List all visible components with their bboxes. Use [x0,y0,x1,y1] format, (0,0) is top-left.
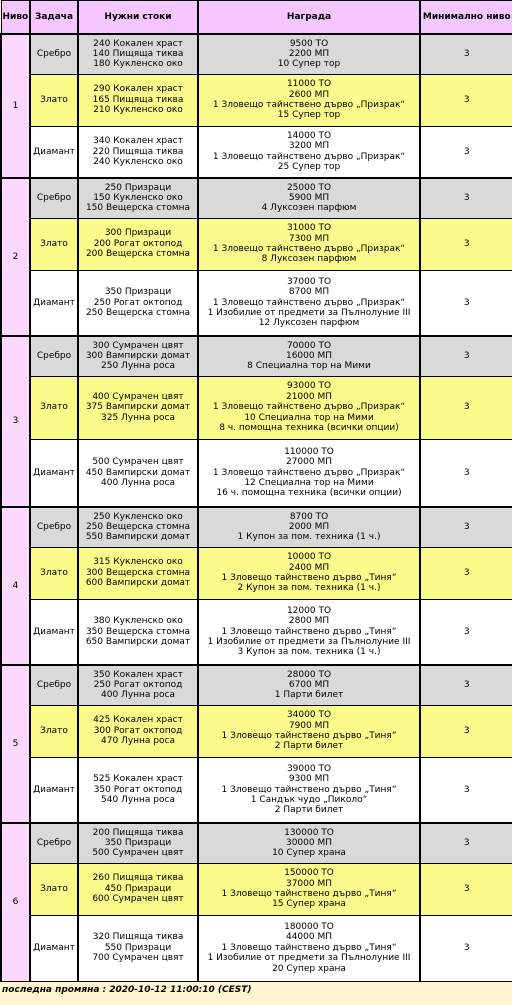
reward-item: 12000 ТО [286,605,332,616]
reward-item: 1 Изобилие от предмети за Пълнолуние III [207,636,411,647]
table-row [1,270,512,336]
header-level: Ниво [1,1,30,35]
goods-item: 525 Кокален храст [93,774,183,785]
goods-item: 300 Рогат октопод [93,725,183,736]
goods-item: 300 Вампирски домат [85,351,191,362]
goods-item: 260 Пищяща тиква [92,873,184,884]
reward-item: 130000 ТО [284,827,334,838]
reward-cell [198,547,420,599]
task-cell: Диамант [30,270,78,336]
reward-item: 1 Парти билет [274,690,344,701]
goods-cell [78,34,198,74]
goods-item: 250 Рогат октопод [93,680,183,691]
reward-cell [198,863,420,915]
task-cell: Сребро [30,823,78,863]
goods-cell [78,665,198,705]
reward-cell [198,915,420,981]
goods-item: 550 Вампирски домат [85,532,191,543]
level-cell: 2 [1,178,30,336]
goods-cell [78,439,198,507]
task-cell: Злато [30,376,78,439]
reward-item: 10000 ТО [286,552,332,563]
task-cell: Диамант [30,757,78,823]
reward-item: 10 Специална тор на Мими [244,412,374,423]
task-cell: Сребро [30,336,78,376]
level-cell: 3 [1,336,30,507]
level-cell: 1 [1,34,30,178]
reward-item: 1 Зловещо тайнствено дърво „Призрак“ [212,297,406,308]
reward-item: 30000 МП [285,838,333,849]
task-cell: Злато [30,863,78,915]
table-row [1,507,512,547]
reward-item: 1 Зловещо тайнствено дърво „Тиня“ [221,573,397,583]
level-cell: 6 [1,823,30,981]
reward-item: 37000 ТО [286,276,332,287]
goods-item: 300 Призраци [104,228,172,239]
min-level-cell: 3 [420,376,512,439]
reward-cell [198,376,420,439]
table-body [1,34,512,981]
goods-item: 300 Сумрачен цвят [92,340,184,351]
task-cell: Диамант [30,915,78,981]
header-task: Задача [30,1,78,35]
reward-cell [198,336,420,376]
reward-item: 31000 ТО [286,223,332,234]
reward-item: 34000 ТО [286,710,332,721]
min-level-cell: 3 [420,915,512,981]
goods-item: 600 Вампирски домат [85,578,191,589]
goods-item: 300 Вещерска стомна [85,567,191,578]
reward-item: 1 Зловещо тайнствено дърво „Тиня“ [221,731,397,741]
min-level-cell: 3 [420,178,512,218]
table-row [1,74,512,126]
table-row [1,599,512,665]
reward-cell [198,439,420,507]
goods-item: 400 Сумрачен цвят [92,391,184,402]
table-row [1,665,512,705]
goods-cell [78,126,198,178]
goods-item: 540 Лунна роса [101,794,175,805]
goods-cell [78,507,198,547]
goods-cell [78,823,198,863]
reward-item: 3200 МП [288,141,330,152]
table-row [1,34,512,74]
reward-item: 27000 МП [285,457,333,468]
goods-cell [78,705,198,757]
reward-item: 8700 ТО [289,511,329,522]
goods-item: 290 Кокален храст [93,84,183,95]
min-level-cell: 3 [420,757,512,823]
reward-cell [198,178,420,218]
table-row [1,705,512,757]
reward-cell [198,218,420,270]
min-level-cell: 3 [420,705,512,757]
goods-item: 250 Вещерска стомна [85,307,191,318]
task-cell: Злато [30,218,78,270]
reward-item: 1 Изобилие от предмети за Пълнолуние III [207,307,411,318]
reward-item: 4 Луксозен парфюм [261,203,357,214]
goods-item: 220 Пищяща тиква [92,146,184,157]
goods-item: 350 Призраци [104,838,172,849]
reward-item: 8 ч. помощна техника (всички опции) [219,423,399,434]
goods-item: 450 Вампирски домат [85,467,191,478]
reward-item: 2 Парти билет [274,805,344,816]
reward-item: 2600 МП [288,89,330,100]
reward-cell [198,34,420,74]
reward-item: 150000 ТО [284,868,334,879]
goods-item: 500 Сумрачен цвят [92,457,184,468]
goods-item: 250 Рогат октопод [93,297,183,308]
reward-item: 8700 МП [288,287,330,298]
reward-item: 8 Специална тор на Мими [247,361,371,372]
goods-cell [78,74,198,126]
reward-item: 7300 МП [288,233,330,244]
header-goods: Нужни стоки [78,1,198,35]
level-cell: 5 [1,665,30,823]
header-min-level: Минимално ниво [420,1,512,35]
reward-item: 10 Супер тор [277,59,341,70]
reward-item: 11000 ТО [286,79,332,90]
reward-item: 1 Изобилие от предмети за Пълнолуние III [207,953,411,964]
reward-cell [198,599,420,665]
reward-item: 2400 МП [288,562,330,573]
min-level-cell: 3 [420,599,512,665]
min-level-cell: 3 [420,507,512,547]
table-row [1,757,512,823]
table-row [1,863,512,915]
reward-item: 1 Зловещо тайнствено дърво „Тиня“ [221,626,397,637]
task-cell: Сребро [30,178,78,218]
goods-item: 340 Кокален храст [93,136,183,147]
level-cell: 4 [1,507,30,665]
reward-item: 2800 МП [288,616,330,627]
reward-item: 9500 ТО [289,38,329,49]
min-level-cell: 3 [420,74,512,126]
header-row [1,1,512,35]
table-row [1,915,512,981]
table-row [1,178,512,218]
goods-cell [78,863,198,915]
goods-cell [78,757,198,823]
min-level-cell: 3 [420,270,512,336]
reward-item: 1 Зловещо тайнствено дърво „Призрак“ [212,467,406,478]
reward-item: 1 Зловещо тайнствено дърво „Тиня“ [221,889,397,899]
goods-item: 400 Лунна роса [101,690,175,701]
task-cell: Диамант [30,599,78,665]
reward-item: 110000 ТО [284,446,334,457]
min-level-cell: 3 [420,336,512,376]
goods-item: 350 Кокален храст [93,669,183,680]
goods-item: 320 Пищяща тиква [92,932,184,943]
reward-item: 3 Купон за пом. техника (1 ч.) [237,647,381,658]
goods-item: 350 Рогат октопод [93,784,183,795]
goods-item: 250 Кукленско око [93,511,183,522]
task-cell: Диамант [30,439,78,507]
goods-item: 380 Кукленско око [93,616,183,627]
min-level-cell: 3 [420,439,512,507]
goods-cell [78,178,198,218]
min-level-cell: 3 [420,547,512,599]
reward-cell [198,74,420,126]
goods-item: 325 Лунна роса [101,412,175,423]
reward-item: 2000 МП [288,522,330,533]
header-reward: Награда [198,1,420,35]
goods-item: 650 Вампирски домат [85,636,191,647]
reward-item: 7900 МП [288,720,330,731]
reward-item: 14000 ТО [286,130,332,141]
goods-item: 470 Лунна роса [101,736,175,747]
goods-item: 150 Кукленско око [93,193,183,204]
reward-item: 37000 МП [285,878,333,889]
reward-item: 1 Сандък чудо „Пиколо“ [250,794,368,805]
goods-item: 550 Призраци [104,942,172,953]
goods-item: 240 Кокален храст [93,38,183,49]
goods-item: 375 Вампирски домат [85,402,191,413]
goods-item: 200 Вещерска стомна [85,249,191,260]
reward-item: 8 Луксозен парфюм [261,254,357,265]
reward-item: 1 Купон за пом. техника (1 ч.) [237,532,381,543]
min-level-cell: 3 [420,126,512,178]
table-row [1,126,512,178]
goods-item: 180 Кукленско око [93,59,183,70]
reward-item: 5900 МП [288,193,330,204]
goods-item: 315 Кукленско око [93,557,183,568]
reward-item: 12 Специална тор на Мими [244,477,374,488]
reward-item: 2 Парти билет [274,741,344,752]
reward-item: 1 Зловещо тайнствено дърво „Тиня“ [221,942,397,953]
goods-item: 210 Кукленско око [93,105,183,116]
goods-item: 165 Пищяща тиква [92,94,184,105]
goods-cell [78,218,198,270]
task-cell: Сребро [30,665,78,705]
goods-item: 400 Лунна роса [101,477,175,488]
goods-item: 450 Призраци [104,883,172,894]
task-cell: Злато [30,547,78,599]
reward-item: 2 Купон за пом. техника (1 ч.) [237,583,381,594]
goods-item: 350 Призраци [104,287,172,298]
goods-cell [78,336,198,376]
table-row [1,218,512,270]
reward-item: 9300 МП [288,774,330,785]
reward-item: 39000 ТО [286,763,332,774]
reward-cell [198,507,420,547]
reward-cell [198,757,420,823]
goods-cell [78,599,198,665]
table-row [1,823,512,863]
min-level-cell: 3 [420,34,512,74]
reward-item: 20 Супер храна [272,963,346,974]
goods-cell [78,270,198,336]
goods-cell [78,376,198,439]
reward-item: 25 Супер тор [277,162,341,173]
goods-item: 140 Пищяща тиква [92,49,184,60]
table-row [1,376,512,439]
table-row [1,439,512,507]
reward-item: 2200 МП [288,49,330,60]
task-cell: Сребро [30,507,78,547]
goods-item: 425 Кокален храст [93,715,183,726]
goods-item: 600 Сумрачен цвят [92,894,184,905]
task-cell: Злато [30,74,78,126]
reward-item: 15 Супер тор [277,110,341,121]
reward-item: 70000 ТО [286,340,332,351]
reward-item: 1 Зловещо тайнствено дърво „Призрак“ [212,151,406,162]
goods-item: 250 Лунна роса [101,361,175,372]
reward-cell [198,705,420,757]
goods-cell [78,547,198,599]
reward-item: 25000 ТО [286,182,332,193]
goods-item: 500 Сумрачен цвят [92,848,184,859]
goods-item: 250 Вещерска стомна [85,522,191,533]
reward-item: 1 Зловещо тайнствено дърво „Призрак“ [212,402,406,413]
reward-item: 28000 ТО [286,669,332,680]
reward-item: 10 Супер храна [272,848,346,859]
reward-item: 1 Зловещо тайнствено дърво „Призрак“ [212,244,406,254]
last-modified: последна промяна : 2020-10-12 11:00:10 (CEST) [2,984,252,995]
reward-item: 21000 МП [285,391,333,402]
goods-item: 200 Рогат октопод [93,238,183,249]
reward-cell [198,823,420,863]
goods-item: 240 Кукленско око [93,156,183,167]
goods-item: 250 Призраци [104,182,172,193]
task-cell: Сребро [30,34,78,74]
min-level-cell: 3 [420,218,512,270]
reward-cell [198,270,420,336]
reward-item: 15 Супер храна [272,899,346,910]
reward-cell [198,126,420,178]
reward-item: 1 Зловещо тайнствено дърво „Призрак“ [212,100,406,110]
reward-item: 16000 МП [285,351,333,362]
reward-item: 44000 МП [285,932,333,943]
goods-item: 700 Сумрачен цвят [92,953,184,964]
min-level-cell: 3 [420,863,512,915]
table-row [1,336,512,376]
reward-item: 6700 МП [288,680,330,691]
reward-item: 12 Луксозен парфюм [258,318,360,329]
goods-item: 150 Вещерска стомна [85,203,191,214]
goods-cell [78,915,198,981]
task-cell: Диамант [30,126,78,178]
table-row [1,547,512,599]
reward-item: 16 ч. помощна техника (всички опции) [216,488,402,499]
reward-item: 180000 ТО [284,921,334,932]
reward-item: 93000 ТО [286,381,332,392]
reward-cell [198,665,420,705]
min-level-cell: 3 [420,823,512,863]
reward-item: 1 Зловещо тайнствено дърво „Тиня“ [221,784,397,795]
task-cell: Злато [30,705,78,757]
goods-item: 200 Пищяща тиква [92,827,184,838]
min-level-cell: 3 [420,665,512,705]
goods-item: 350 Вещерска стомна [85,626,191,637]
